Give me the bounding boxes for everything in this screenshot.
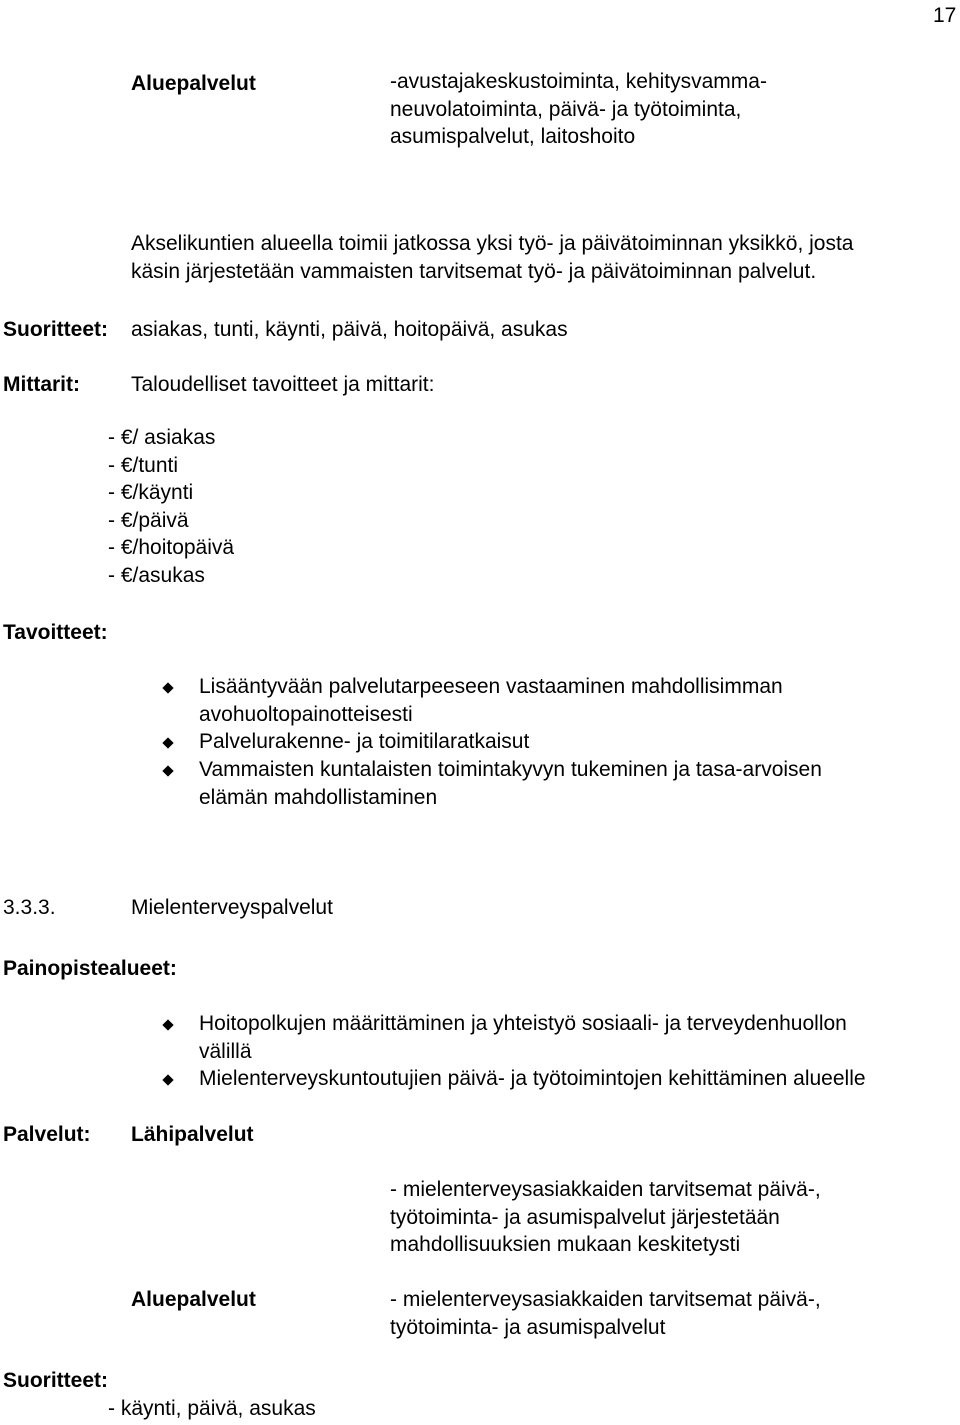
bullet-icon bbox=[162, 765, 173, 776]
text-line: Mielenterveyskuntoutujien päivä- ja työtoimintojen kehittäminen alueelle bbox=[199, 1067, 866, 1090]
text-line: asumispalvelut, laitoshoito bbox=[390, 125, 636, 148]
text-line: käsin järjestetään vammaisten tarvitsemat työ- ja päivätoiminnan palvelut. bbox=[131, 259, 817, 283]
bullet-icon bbox=[162, 1019, 173, 1030]
text-line: Lisääntyvään palvelutarpeeseen vastaaminen mahdollisimman bbox=[199, 675, 783, 698]
aluepalvelut-description bbox=[390, 68, 767, 151]
text-line: välillä bbox=[199, 1039, 252, 1063]
text-line: työtoiminta- ja asumispalvelut bbox=[390, 1315, 666, 1339]
measure-item: - €/ asiakas bbox=[108, 426, 216, 449]
aluepalvelut-label: Aluepalvelut bbox=[131, 1288, 256, 1311]
text-line: Palvelurakenne- ja toimitilaratkaisut bbox=[199, 730, 530, 753]
measure-item: - €/päivä bbox=[108, 508, 189, 532]
paragraph bbox=[131, 230, 854, 285]
lahipalvelut-label: Lähipalvelut bbox=[131, 1123, 254, 1146]
text-line: neuvolatoiminta, päivä- ja työtoiminta, bbox=[390, 97, 742, 121]
aluepalvelut-label: Aluepalvelut bbox=[131, 72, 256, 95]
painopistealueet-label: Painopistealueet: bbox=[3, 957, 177, 980]
page-number: 17 bbox=[933, 4, 957, 27]
text-line: elämän mahdollistaminen bbox=[199, 785, 438, 809]
text-line: Akselikuntien alueella toimii jatkossa yksi työ- ja päivätoiminnan yksikkö, josta bbox=[131, 232, 854, 255]
suoritteet-text: asiakas, tunti, käynti, päivä, hoitopäivä, asukas bbox=[131, 318, 568, 341]
aluepalvelut-description bbox=[390, 1286, 821, 1341]
text-line: Vammaisten kuntalaisten toimintakyvyn tukeminen ja tasa-arvoisen bbox=[199, 758, 822, 781]
tavoitteet-label: Tavoitteet: bbox=[3, 621, 108, 644]
mittarit-label: Mittarit: bbox=[3, 373, 80, 396]
lahipalvelut-description bbox=[390, 1176, 821, 1259]
mittarit-text: Taloudelliset tavoitteet ja mittarit: bbox=[131, 373, 435, 396]
focus-item bbox=[199, 1065, 866, 1093]
bullet-icon bbox=[162, 682, 173, 693]
text-line: Hoitopolkujen määrittäminen ja yhteistyö sosiaali- ja terveydenhuollon bbox=[199, 1012, 847, 1035]
goal-item bbox=[199, 673, 783, 728]
measure-item: - €/hoitopäivä bbox=[108, 536, 235, 559]
suoritteet-label: Suoritteet: bbox=[3, 1369, 108, 1392]
measure-item: - €/tunti bbox=[108, 453, 179, 477]
bullet-icon bbox=[162, 1074, 173, 1085]
text-line: mahdollisuuksien mukaan keskitetysti bbox=[390, 1233, 741, 1256]
palvelut-label: Palvelut: bbox=[3, 1123, 91, 1146]
text-line: työtoiminta- ja asumispalvelut järjestetään bbox=[390, 1205, 780, 1229]
suoritteet-label: Suoritteet: bbox=[3, 318, 108, 341]
goal-item bbox=[199, 728, 529, 756]
bullet-icon bbox=[162, 737, 173, 748]
section-number: 3.3.3. bbox=[3, 896, 56, 919]
text-line: - mielenterveysasiakkaiden tarvitsemat päivä-, bbox=[390, 1178, 821, 1201]
goal-item bbox=[199, 756, 822, 811]
section-title: Mielenterveyspalvelut bbox=[131, 896, 333, 919]
measure-item: - €/käynti bbox=[108, 481, 194, 504]
measure-item: - €/asukas bbox=[108, 563, 205, 587]
text-line: - mielenterveysasiakkaiden tarvitsemat päivä-, bbox=[390, 1288, 821, 1311]
focus-item bbox=[199, 1010, 847, 1065]
text-line: avohuoltopainotteisesti bbox=[199, 702, 413, 726]
suoritteet-text: - käynti, päivä, asukas bbox=[108, 1397, 316, 1420]
text-line: -avustajakeskustoiminta, kehitysvamma- bbox=[390, 70, 767, 93]
measure-list bbox=[108, 424, 234, 589]
